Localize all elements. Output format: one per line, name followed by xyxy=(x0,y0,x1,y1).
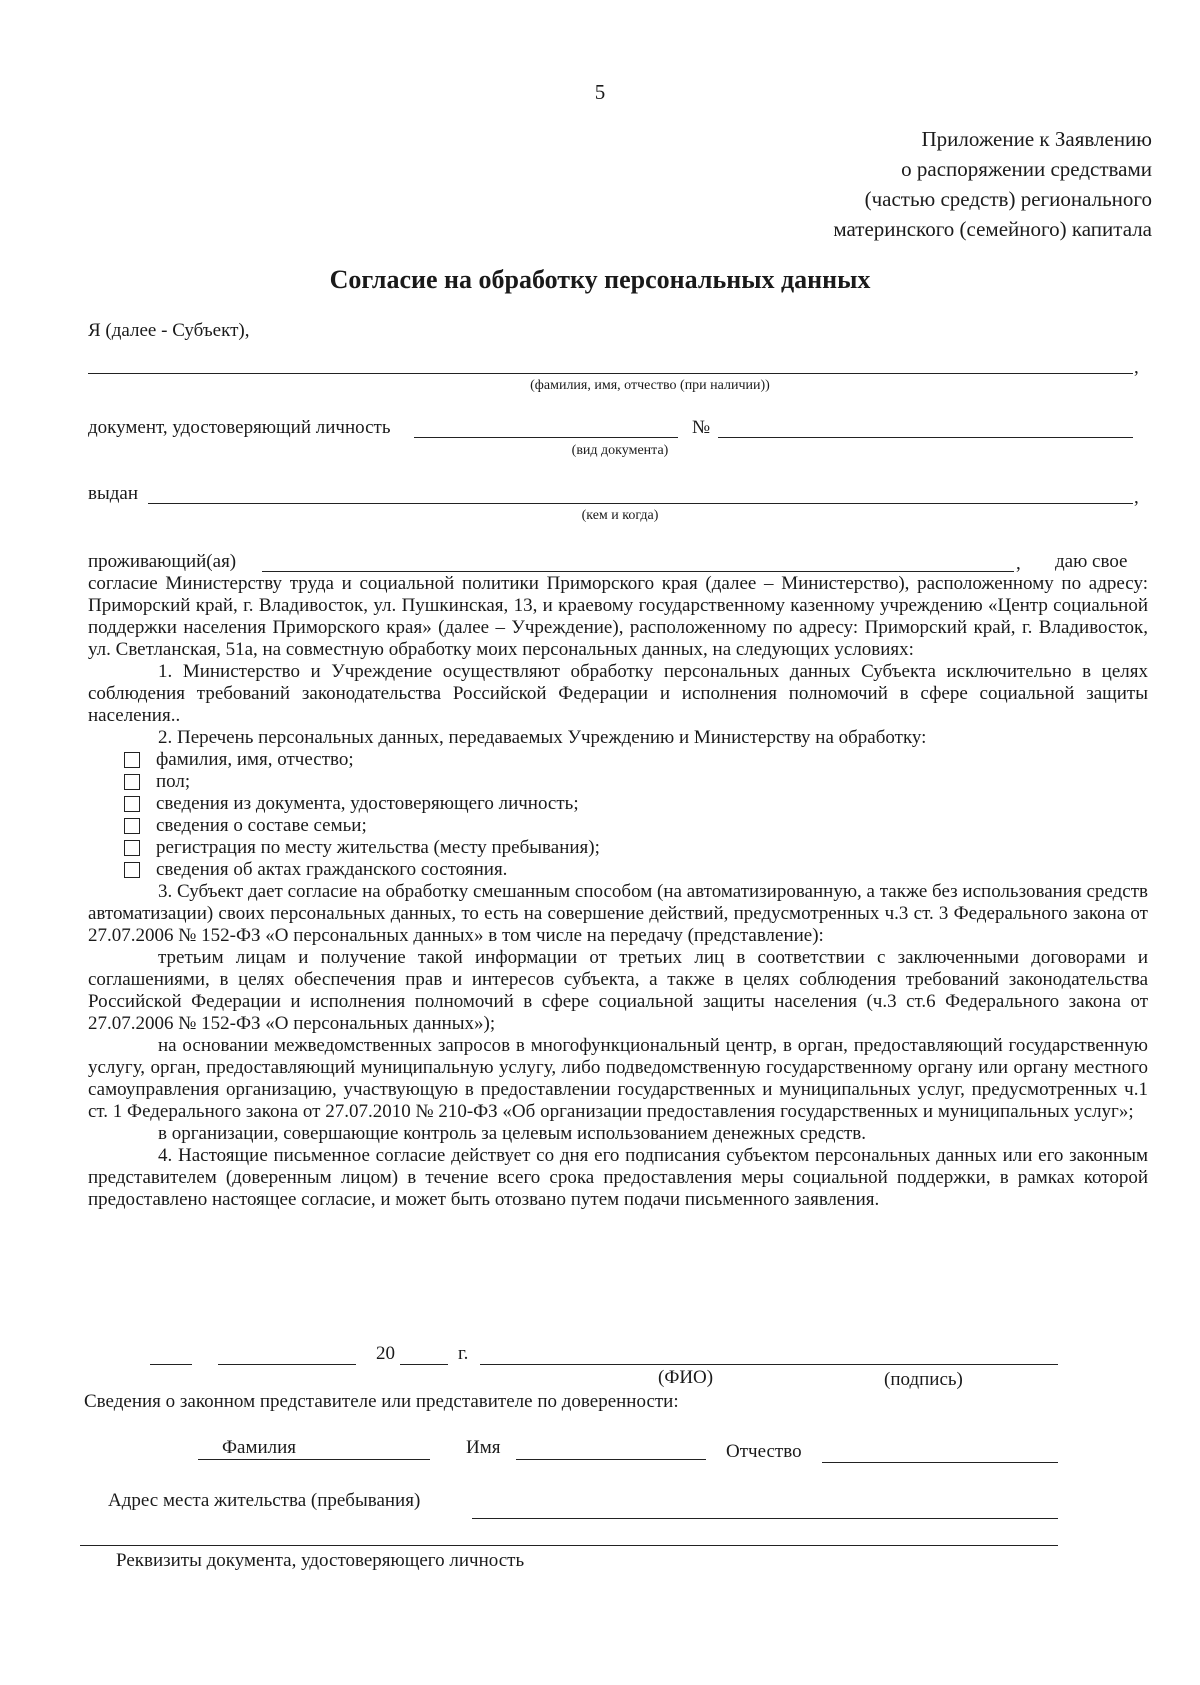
checklist-item-label: регистрация по месту жительства (месту пребывания); xyxy=(156,837,600,858)
signature-caption: (подпись) xyxy=(884,1369,963,1390)
fio-comma: , xyxy=(1134,357,1139,378)
checklist-item-label: сведения о составе семьи; xyxy=(156,815,367,836)
point-3: 3. Субъект дает согласие на обработку смешанным способом (на автоматизированную, а также без использования средств автоматизации) своих персональных данных, то есть на совершение действий, предусмотренных ч.3 ст. 3 Федерального закона от 27.07.2006 № 152-ФЗ «О персональных данных» в том числе на передачу (представление): xyxy=(88,881,1148,946)
point-3-c: в организации, совершающие контроль за целевым использованием денежных средств. xyxy=(158,1123,867,1144)
checkbox[interactable] xyxy=(124,862,140,878)
checklist-item-label: пол; xyxy=(156,771,191,792)
signature-field[interactable] xyxy=(480,1364,1058,1365)
residence-comma: , xyxy=(1016,553,1021,574)
date-day-field[interactable] xyxy=(150,1364,192,1365)
appendix-line-1: Приложение к Заявлению xyxy=(921,127,1152,151)
issued-comma: , xyxy=(1134,487,1139,508)
checklist-item xyxy=(124,815,1148,837)
name-field[interactable] xyxy=(516,1459,706,1460)
surname-field[interactable] xyxy=(198,1459,430,1460)
checklist-item-label: сведения из документа, удостоверяющего личность; xyxy=(156,793,579,814)
checkbox[interactable] xyxy=(124,796,140,812)
representative-heading: Сведения о законном представителе или представителе по доверенности: xyxy=(84,1391,679,1412)
issued-label: выдан xyxy=(88,483,139,504)
point-1: 1. Министерство и Учреждение осуществляют обработку персональных данных Субъекта исключительно в целях соблюдения требований законодательства Российской Федерации и исполнения полномочий в сфере социальной защиты населения.. xyxy=(88,661,1148,726)
residence-field[interactable] xyxy=(262,571,1014,572)
checkbox[interactable] xyxy=(124,818,140,834)
checklist-item xyxy=(124,837,1148,859)
address-label: Адрес места жительства (пребывания) xyxy=(108,1490,421,1511)
address-field[interactable] xyxy=(472,1518,1058,1519)
point-3-a: третьим лицам и получение такой информации от третьих лиц в соответствии с заключенными договорами и соглашениями, в целях обеспечения прав и интересов субъекта, а также в целях соблюдения требований законодательства Российской Федерации и исполнения полномочий в сфере социальной защиты населения (ч.3 ст.6 Федерального закона от 27.07.2006 № 152-ФЗ «О персональных данных»); xyxy=(88,947,1148,1034)
fio-caption: (ФИО) xyxy=(658,1367,714,1388)
point-4: 4. Настоящие письменное согласие действует со дня его подписания субъектом персональных данных или его законным представителем (доверенным лицом) в течение всего срока предоставления меры социальной поддержки, в рамках которой предоставлено настоящее согласие, и может быть отозвано путем подачи письменного заявления. xyxy=(88,1145,1148,1210)
date-year-prefix: 20 xyxy=(376,1343,395,1364)
fio-field[interactable] xyxy=(88,373,1133,374)
checkbox[interactable] xyxy=(124,840,140,856)
checklist-item-label: фамилия, имя, отчество; xyxy=(156,749,354,770)
appendix-line-2: о распоряжении средствами xyxy=(901,157,1152,181)
checklist-item-label: сведения об актах гражданского состояния. xyxy=(156,859,508,880)
checklist-item xyxy=(124,749,1148,771)
doc-number-field[interactable] xyxy=(718,437,1133,438)
document-title: Согласие на обработку персональных данных xyxy=(329,265,871,294)
checklist-item xyxy=(124,859,1148,881)
page-number: 5 xyxy=(594,80,606,104)
checkbox[interactable] xyxy=(124,774,140,790)
number-sign: № xyxy=(692,417,711,438)
checkbox[interactable] xyxy=(124,752,140,768)
date-month-field[interactable] xyxy=(218,1364,356,1365)
name-label: Имя xyxy=(466,1437,501,1458)
issued-by-field[interactable] xyxy=(148,503,1133,504)
personal-data-checklist xyxy=(88,749,1148,881)
fio-hint: (фамилия, имя, отчество (при наличии)) xyxy=(530,378,770,393)
doc-requisites-label: Реквизиты документа, удостоверяющего личность xyxy=(116,1550,525,1571)
patronymic-field[interactable] xyxy=(822,1462,1058,1463)
doc-type-hint: (вид документа) xyxy=(571,443,669,458)
appendix-line-3: (частью средств) регионального xyxy=(864,187,1152,211)
appendix-header xyxy=(672,124,1152,244)
date-year-suffix: г. xyxy=(458,1343,469,1364)
identity-doc-label: документ, удостоверяющий личность xyxy=(88,417,391,438)
date-year-field[interactable] xyxy=(400,1364,448,1365)
consent-body xyxy=(88,573,1148,1211)
address-field-continuation[interactable] xyxy=(80,1545,1058,1546)
appendix-line-4: материнского (семейного) капитала xyxy=(833,217,1152,241)
consent-paragraph: согласие Министерству труда и социальной политики Приморского края (далее – Министерство), расположенному по адресу: Приморский край, г. Владивосток, ул. Пушкинская, 13, и краевому государственному казенному учреждению «Центр социальной поддержки населения Приморского края» (далее – Учреждение), расположенному по адресу: Приморский край, г. Владивосток, ул. Светланская, 51а, на совместную обработку моих персональных данных, на следующих условиях: xyxy=(88,573,1148,660)
patronymic-label: Отчество xyxy=(726,1441,802,1462)
issued-by-hint: (кем и когда) xyxy=(581,508,659,523)
point-3-b: на основании межведомственных запросов в многофункциональный центр, в орган, предоставляющий государственную услугу, орган, предоставляющий муниципальную услугу, либо подведомственную государственному органу или органу местного самоуправления организацию, участвующую в предоставлении государственных и муниципальных услуг, предусмотренных ч.1 ст. 1 Федерального закона от 27.07.2010 № 210-ФЗ «Об организации предоставления государственных и муниципальных услуг»; xyxy=(88,1035,1148,1122)
residing-label: проживающий(ая) xyxy=(88,551,237,572)
surname-label: Фамилия xyxy=(222,1437,297,1458)
checklist-item xyxy=(124,793,1148,815)
point-2-intro: 2. Перечень персональных данных, передаваемых Учреждению и Министерству на обработку: xyxy=(158,727,927,748)
checklist-item xyxy=(124,771,1148,793)
doc-type-field[interactable] xyxy=(414,437,678,438)
give-consent-text: даю свое xyxy=(1055,551,1128,572)
subject-intro: Я (далее - Субъект), xyxy=(88,320,250,341)
